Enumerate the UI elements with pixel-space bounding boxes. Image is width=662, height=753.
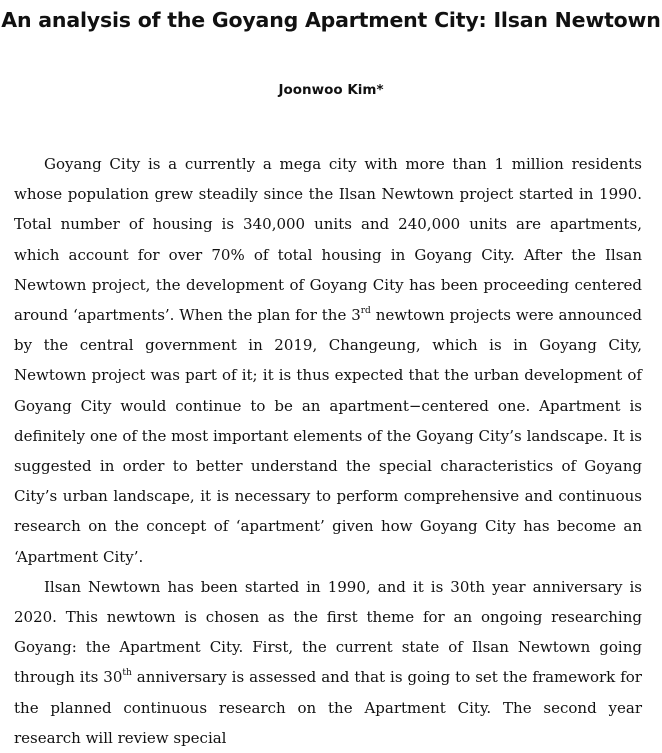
paragraph-2-text-a: Ilsan Newtown has been started in 1990, and it is 30th year anniversary is 2020. This newtown is chosen as the first theme for an ongoing researching Goyang: the Apartment City. First, the current state of Ilsan Newtown going through its 30 <box>14 577 642 687</box>
paragraph-2-superscript: th <box>122 668 132 679</box>
paragraph-2 <box>14 572 642 753</box>
paragraph-1 <box>14 149 642 572</box>
author-name: Joonwoo Kim* <box>278 82 384 98</box>
abstract-body <box>14 149 642 753</box>
paragraph-1-text-b: newtown projects were announced by the central government in 2019, Changeung, which is in Goyang City, Newtown project was part of it; it is thus expected that the urban development of Goyang City would continue to be an apartment−centered one. Apartment is definitely one of the most important elements of the Goyang City’s landscape. It is suggested in order to better understand the special characteristics of Goyang City’s urban landscape, it is necessary to perform comprehensive and continuous research on the concept of ‘apartment’ given how Goyang City has become an ‘Apartment City’. <box>14 306 642 566</box>
paragraph-1-text-a: Goyang City is a currently a mega city with more than 1 million residents whose population grew steadily since the Ilsan Newtown project started in 1990. Total number of housing is 340,000 units and 240,000 units are apartments, which account for over 70% of total housing in Goyang City. After the Ilsan Newtown project, the development of Goyang City has been proceeding centered around ‘apartments’. When the plan for the 3 <box>14 155 642 325</box>
paragraph-2-text-b: anniversary is assessed and that is going to set the framework for the planned continuous research on the Apartment City. The second year research will review special <box>14 668 642 747</box>
paragraph-1-superscript: rd <box>360 306 371 317</box>
paper-title: An analysis of the Goyang Apartment City: Ilsan Newtown <box>1 8 661 32</box>
